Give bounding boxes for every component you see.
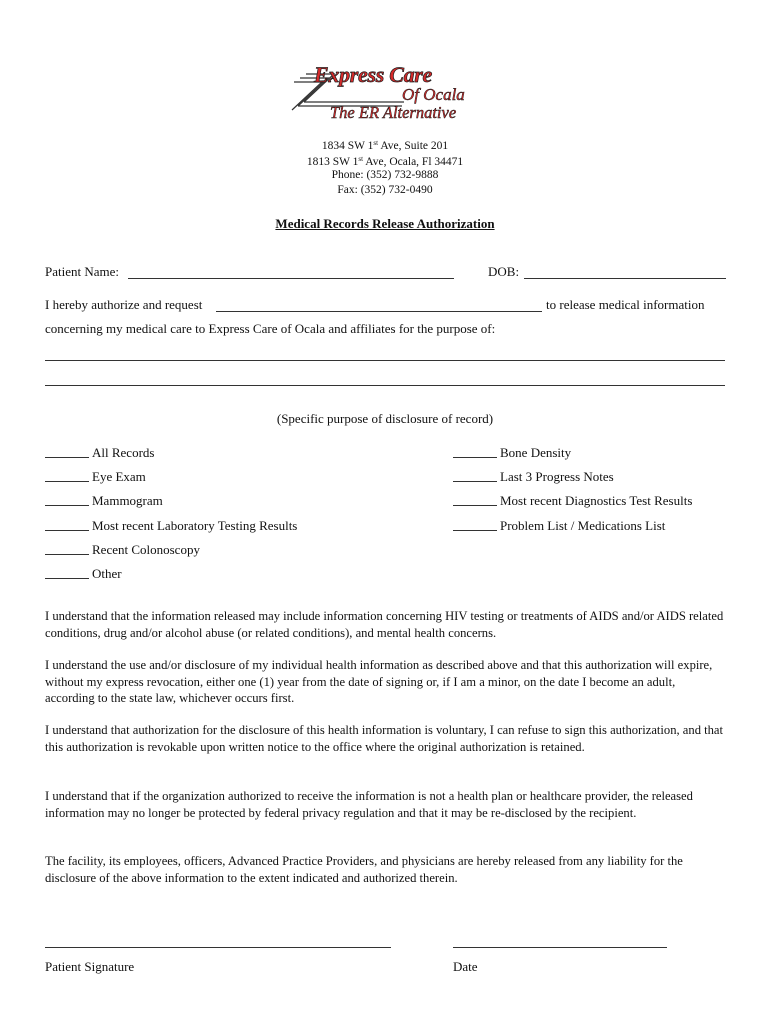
patient-name-label: Patient Name: (45, 264, 120, 279)
logo-tagline-text: The ER Alternative (330, 103, 457, 122)
expiration-paragraph: I understand the use and/or disclosure of my individual health information as described above and that this authorization will expire, without my express revocation, either one (1) year from the date of signing or, if I am a minor, on the date I become an adult, according to the state law, whichever occurs first. (45, 658, 713, 705)
checkline[interactable] (45, 566, 89, 579)
option-colonoscopy[interactable]: Recent Colonoscopy (45, 542, 200, 558)
checkline[interactable] (453, 518, 497, 531)
option-all-records[interactable]: All Records (45, 445, 154, 461)
purpose-caption: (Specific purpose of disclosure of record) (276, 411, 494, 426)
option-mammogram[interactable]: Mammogram (45, 493, 163, 509)
patient-signature-label: Patient Signature (45, 959, 135, 974)
authorize-release-text: to release medical information (546, 297, 705, 312)
checkline[interactable] (45, 469, 89, 482)
purpose-line-1[interactable] (45, 360, 725, 361)
checkline[interactable] (453, 493, 497, 506)
logo-express-care-text: Express Care (314, 62, 433, 87)
phone-text: Phone: (352) 732-9888 (331, 169, 439, 181)
checkline[interactable] (453, 469, 497, 482)
patient-signature-line[interactable] (45, 947, 391, 948)
express-care-logo (284, 62, 490, 122)
authorize-label: I hereby authorize and request (45, 297, 203, 312)
option-lab-results[interactable]: Most recent Laboratory Testing Results (45, 518, 297, 534)
address-line-2: 1813 SW 1st Ave, Ocala, Fl 34471 (306, 155, 464, 168)
voluntary-paragraph: I understand that authorization for the disclosure of this health information is voluntary, I can refuse to sign this authorization, and that this authorization is revokable upon written notice to the office where the original authorization is retained. (45, 723, 724, 754)
checkline[interactable] (45, 493, 89, 506)
checkline[interactable] (45, 445, 89, 458)
dob-label: DOB: (488, 264, 520, 279)
option-diagnostics-results[interactable]: Most recent Diagnostics Test Results (453, 493, 692, 509)
fax-text: Fax: (352) 732-0490 (337, 184, 433, 196)
provider-field[interactable] (216, 311, 542, 312)
option-problem-list[interactable]: Problem List / Medications List (453, 518, 665, 534)
checkline[interactable] (453, 445, 497, 458)
option-progress-notes[interactable]: Last 3 Progress Notes (453, 469, 614, 485)
document-title: Medical Records Release Authorization (275, 216, 495, 231)
checkline[interactable] (45, 518, 89, 531)
address-line-1: 1834 SW 1st Ave, Suite 201 (321, 139, 449, 152)
option-other[interactable]: Other (45, 566, 122, 582)
date-label: Date (453, 959, 478, 974)
concerning-text: concerning my medical care to Express Care of Ocala and affiliates for the purpose of: (45, 321, 496, 336)
date-line[interactable] (453, 947, 667, 948)
option-eye-exam[interactable]: Eye Exam (45, 469, 146, 485)
option-bone-density[interactable]: Bone Density (453, 445, 571, 461)
patient-name-field[interactable] (128, 278, 454, 279)
purpose-line-2[interactable] (45, 385, 725, 386)
checkline[interactable] (45, 542, 89, 555)
hiv-disclosure-paragraph: I understand that the information released may include information concerning HIV testing or treatments of AIDS and/or AIDS related conditions, drug and/or alcohol abuse (or related conditions), and mental health concerns. (45, 609, 724, 640)
logo-of-ocala-text: Of Ocala (402, 85, 465, 104)
redisclosure-paragraph: I understand that if the organization authorized to receive the information is not a health plan or healthcare provider, the released information may no longer be protected by federal privacy regulation and that it may be re-disclosed by the recipient. (45, 789, 693, 820)
liability-release-paragraph: The facility, its employees, officers, Advanced Practice Providers, and physicians are hereby released from any liability for the disclosure of the above information to the extent indicated and authorized therein. (45, 854, 683, 885)
dob-field[interactable] (524, 278, 726, 279)
